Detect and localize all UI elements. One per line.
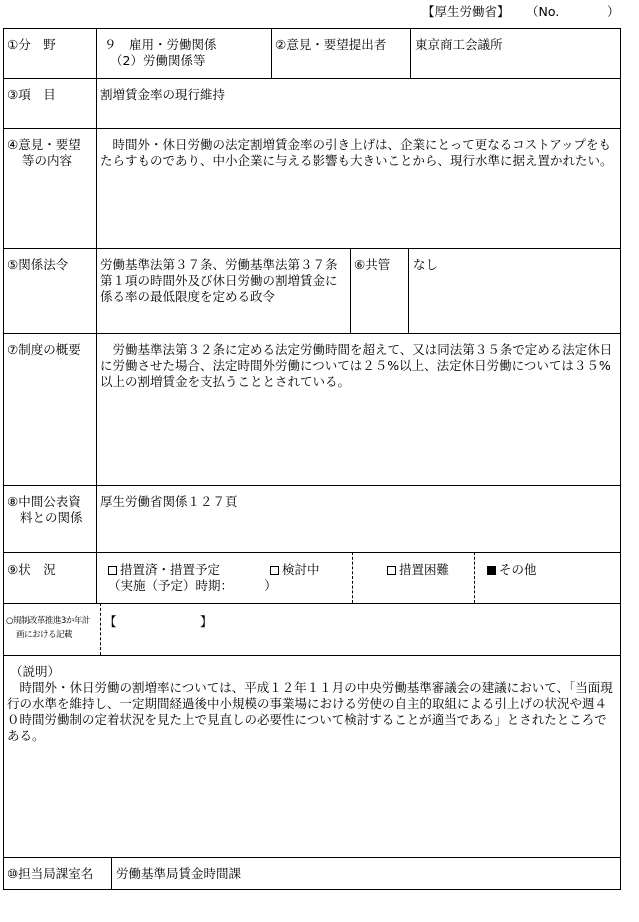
three-year-plan-label-line2: 画における記載 — [16, 630, 73, 640]
status-option-under-review[interactable]: 検討中 — [270, 562, 320, 578]
row1-divider-b — [410, 28, 411, 78]
system-overview-label: ⑦制度の概要 — [7, 342, 81, 357]
explanation-heading: （説明） — [10, 664, 61, 679]
request-content-label-line1: ④意見・要望 — [7, 137, 81, 152]
submitter-label: ②意見・要望提出者 — [275, 37, 387, 52]
table-left-border — [3, 28, 4, 889]
item-value: 割増賃金率の現行維持 — [100, 87, 226, 102]
checkbox-unchecked-icon[interactable] — [108, 566, 117, 575]
table-bottom-border — [3, 889, 621, 890]
row1-divider-a — [271, 28, 272, 78]
status-option-difficult[interactable]: 措置困難 — [387, 562, 449, 578]
field-label: ①分 野 — [7, 37, 56, 52]
status-dashed-divider-a — [352, 552, 353, 603]
interim-report-label-line2: 料との関係 — [20, 510, 83, 525]
jurisdiction-value: なし — [413, 257, 439, 272]
ministry-header: 【厚生労働省】 — [422, 4, 510, 19]
row-divider-8 — [3, 655, 621, 656]
jurisdiction-label: ⑥共管 — [354, 257, 391, 272]
document-number-label: （No. — [526, 4, 560, 19]
status-option-other[interactable]: その他 — [487, 562, 537, 578]
status-dashed-divider-b — [474, 552, 475, 603]
table-right-border — [620, 28, 621, 889]
system-overview-value: 労働基準法第３２条に定める法定労働時間を超えて、又は同法第３５条で定める法定休日に労働させた場合、法定時間外労働については２５%以上、法定休日労働については３５%以上の割増賃金を支払うこととされている。 — [100, 342, 613, 389]
request-content-value: 時間外・休日労働の法定割増賃金率の引き上げは、企業にとって更なるコストアップをもたらすものであり、中小企業に与える影響も大きいことから、現行水準に据え置かれたい。 — [100, 137, 613, 168]
related-laws-label: ⑤関係法令 — [7, 257, 69, 272]
row-divider-9 — [3, 857, 621, 858]
interim-report-label-line1: ⑧中間公表資 — [7, 494, 81, 509]
row4-divider-b — [408, 248, 409, 333]
three-year-plan-label-line1: ○規制改革推進3か年計 — [6, 616, 90, 626]
field-value-line1: ９ 雇用・労働関係 — [104, 37, 217, 52]
label-column-divider — [96, 28, 97, 603]
three-year-plan-bracket-close: 】 — [200, 614, 213, 629]
responsible-office-value: 労働基準局賃金時間課 — [116, 866, 242, 881]
item-label: ③項 目 — [7, 87, 56, 102]
interim-report-value: 厚生労働省関係１２７頁 — [100, 494, 238, 509]
field-value-line2: （2）労働関係等 — [110, 53, 206, 68]
submitter-value: 東京商工会議所 — [415, 37, 503, 52]
checkbox-unchecked-icon[interactable] — [387, 566, 396, 575]
row4-divider-a — [350, 248, 351, 333]
document-number-close: ） — [607, 4, 620, 19]
row-divider-7 — [3, 603, 621, 604]
explanation-text: 時間外・休日労働の割増率については、平成１２年１１月の中央労働基準審議会の建議において、「当面現行の水準を維持し、一定期間経過後中小規模の事業場における労使の自主的取組による引上げの状況や週４０時間労働制の定着状況を見た上で見直しの必要性について検討することが適当である」とされたところである。 — [7, 680, 613, 743]
footer-divider — [111, 857, 112, 889]
status-implementation-date: （実施（予定）時期： ） — [108, 578, 277, 593]
related-laws-value: 労働基準法第３７条、労働基準法第３７条第１項の時間外及び休日労働の割増賃金に係る率の最低限度を定める政令 — [100, 257, 338, 304]
status-option-implemented[interactable]: 措置済・措置予定 — [108, 562, 220, 578]
status-label: ⑨状 況 — [7, 562, 56, 577]
checkbox-unchecked-icon[interactable] — [270, 566, 279, 575]
request-content-label-line2: 等の内容 — [22, 153, 73, 168]
responsible-office-label: ⑩担当局課室名 — [7, 866, 94, 881]
three-year-plan-bracket-open: 【 — [104, 614, 117, 629]
plan-dashed-divider — [100, 603, 101, 655]
checkbox-checked-icon[interactable] — [487, 566, 496, 575]
